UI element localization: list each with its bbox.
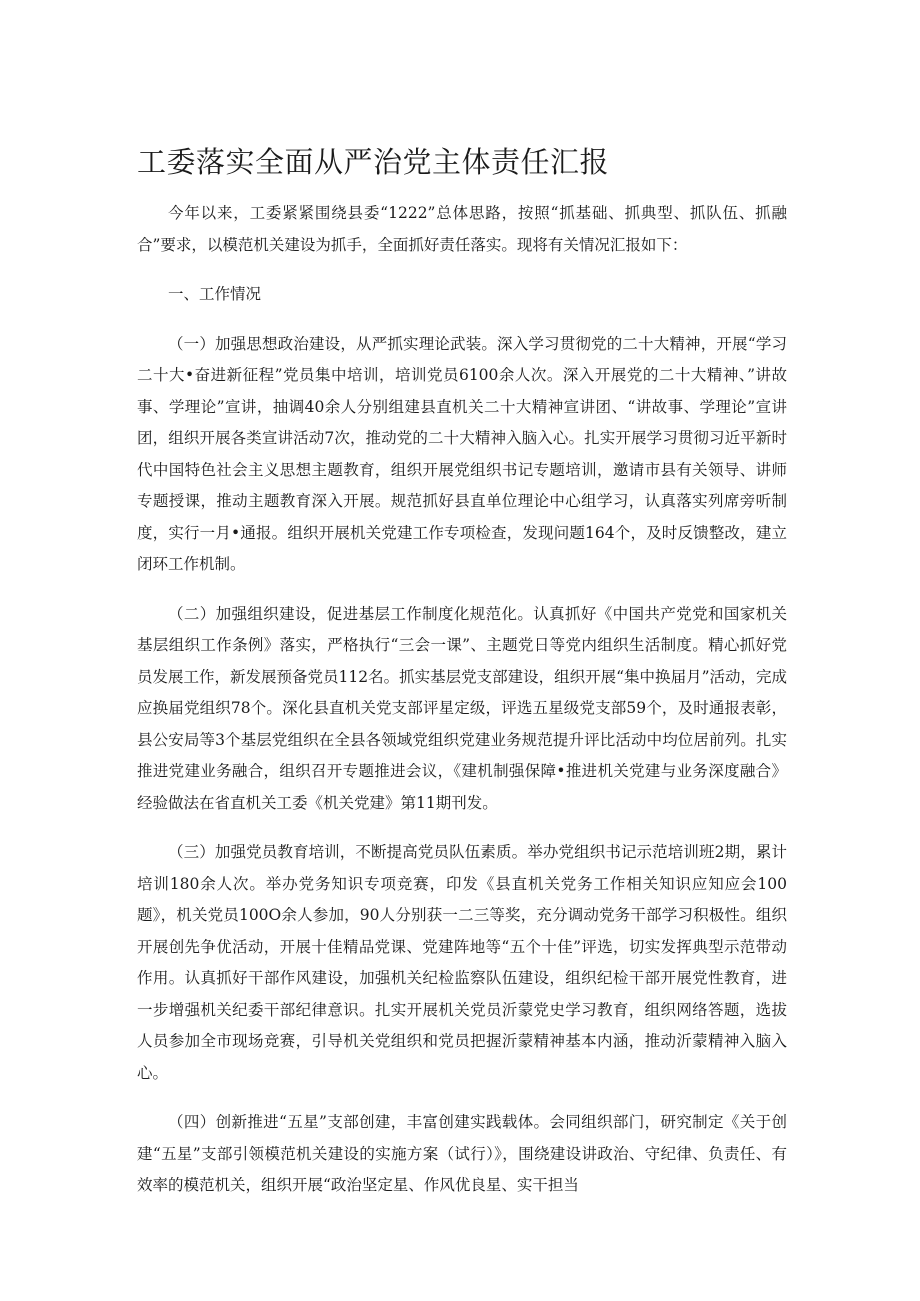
document-title: 工委落实全面从严治党主体责任汇报 xyxy=(137,145,610,179)
paragraph-ideology: （一）加强思想政治建设，从严抓实理论武装。深入学习贯彻党的二十大精神，开展“学习二十大•奋进新征程”党员集中培训，培训党员6100余人次。深入开展党的二十大精神、”讲故事、学理论”宣讲，抽调40余人分别组建县直机关二十大精神宣讲团、“讲故事、学理论”宣讲团，组织开展各类宣讲活动7次，推动党的二十大精神入脑入心。扎实开展学习贯彻习近平新时代中国特色社会主义思想主题教育，组织开展党组织书记专题培训，邀请市县有关领导、讲师专题授课，推动主题教育深入开展。规范抓好县直单位理论中心组学习，认真落实列席旁听制度，实行一月•通报。组织开展机关党建工作专项检查，发现问题164个，及时反馈整改，建立闭环工作机制。 xyxy=(137,334,787,573)
paragraph-five-star: （四）创新推进“五星”支部创建，丰富创建实践载体。会同组织部门，研究制定《关于创建“五星”支部引领模范机关建设的实施方案（试行）》，围绕建设讲政治、守纪律、负责任、有效率的模范机关，组织开展“政治坚定星、作风优良星、实干担当 xyxy=(137,1113,787,1194)
section-heading: 一、工作情况 xyxy=(168,285,262,303)
paragraph-training: （三）加强党员教育培训，不断提高党员队伍素质。举办党组织书记示范培训班2期，累计培训180余人次。举办党务知识专项竞赛，印发《县直机关党务工作相关知识应知应会100题》，机关党员100O余人参加，90人分别获一二三等奖，充分调动党务干部学习积极性。组织开展创先争优活动，开展十佳精品党课、党建阵地等“五个十佳”评选，切实发挥典型示范带动作用。认真抓好干部作风建设，加强机关纪检监察队伍建设，组织纪检干部开展党性教育，进一步增强机关纪委干部纪律意识。扎实开展机关党员沂蒙党史学习教育，组织网络答题，选拔人员参加全市现场竞赛，引导机关党组织和党员把握沂蒙精神基本内涵，推动沂蒙精神入脑入心。 xyxy=(137,843,787,1082)
paragraph-organization: （二）加强组织建设，促进基层工作制度化规范化。认真抓好《中国共产党党和国家机关基层组织工作条例》落实，严格执行“三会一课”、主题党日等党内组织生活制度。精心抓好党员发展工作，新发展预备党员112名。抓实基层党支部建设，组织开展“集中换届月”活动，完成应换届党组织78个。深化县直机关党支部评星定级，评选五星级党支部59个，及时通报表彰，县公安局等3个基层党组织在全县各领域党组织党建业务规范提升评比活动中均位居前列。扎实推进党建业务融合，组织召开专题推进会议，《建机制强保障•推进机关党建与业务深度融合》经验做法在省直机关工委《机关党建》第11期刊发。 xyxy=(137,604,787,812)
document-body xyxy=(137,198,787,1220)
intro-paragraph: 今年以来，工委紧紧围绕县委“1222”总体思路，按照“抓基础、抓典型、抓队伍、抓融合”要求，以模范机关建设为抓手，全面抓好责任落实。现将有关情况汇报如下： xyxy=(137,204,787,254)
